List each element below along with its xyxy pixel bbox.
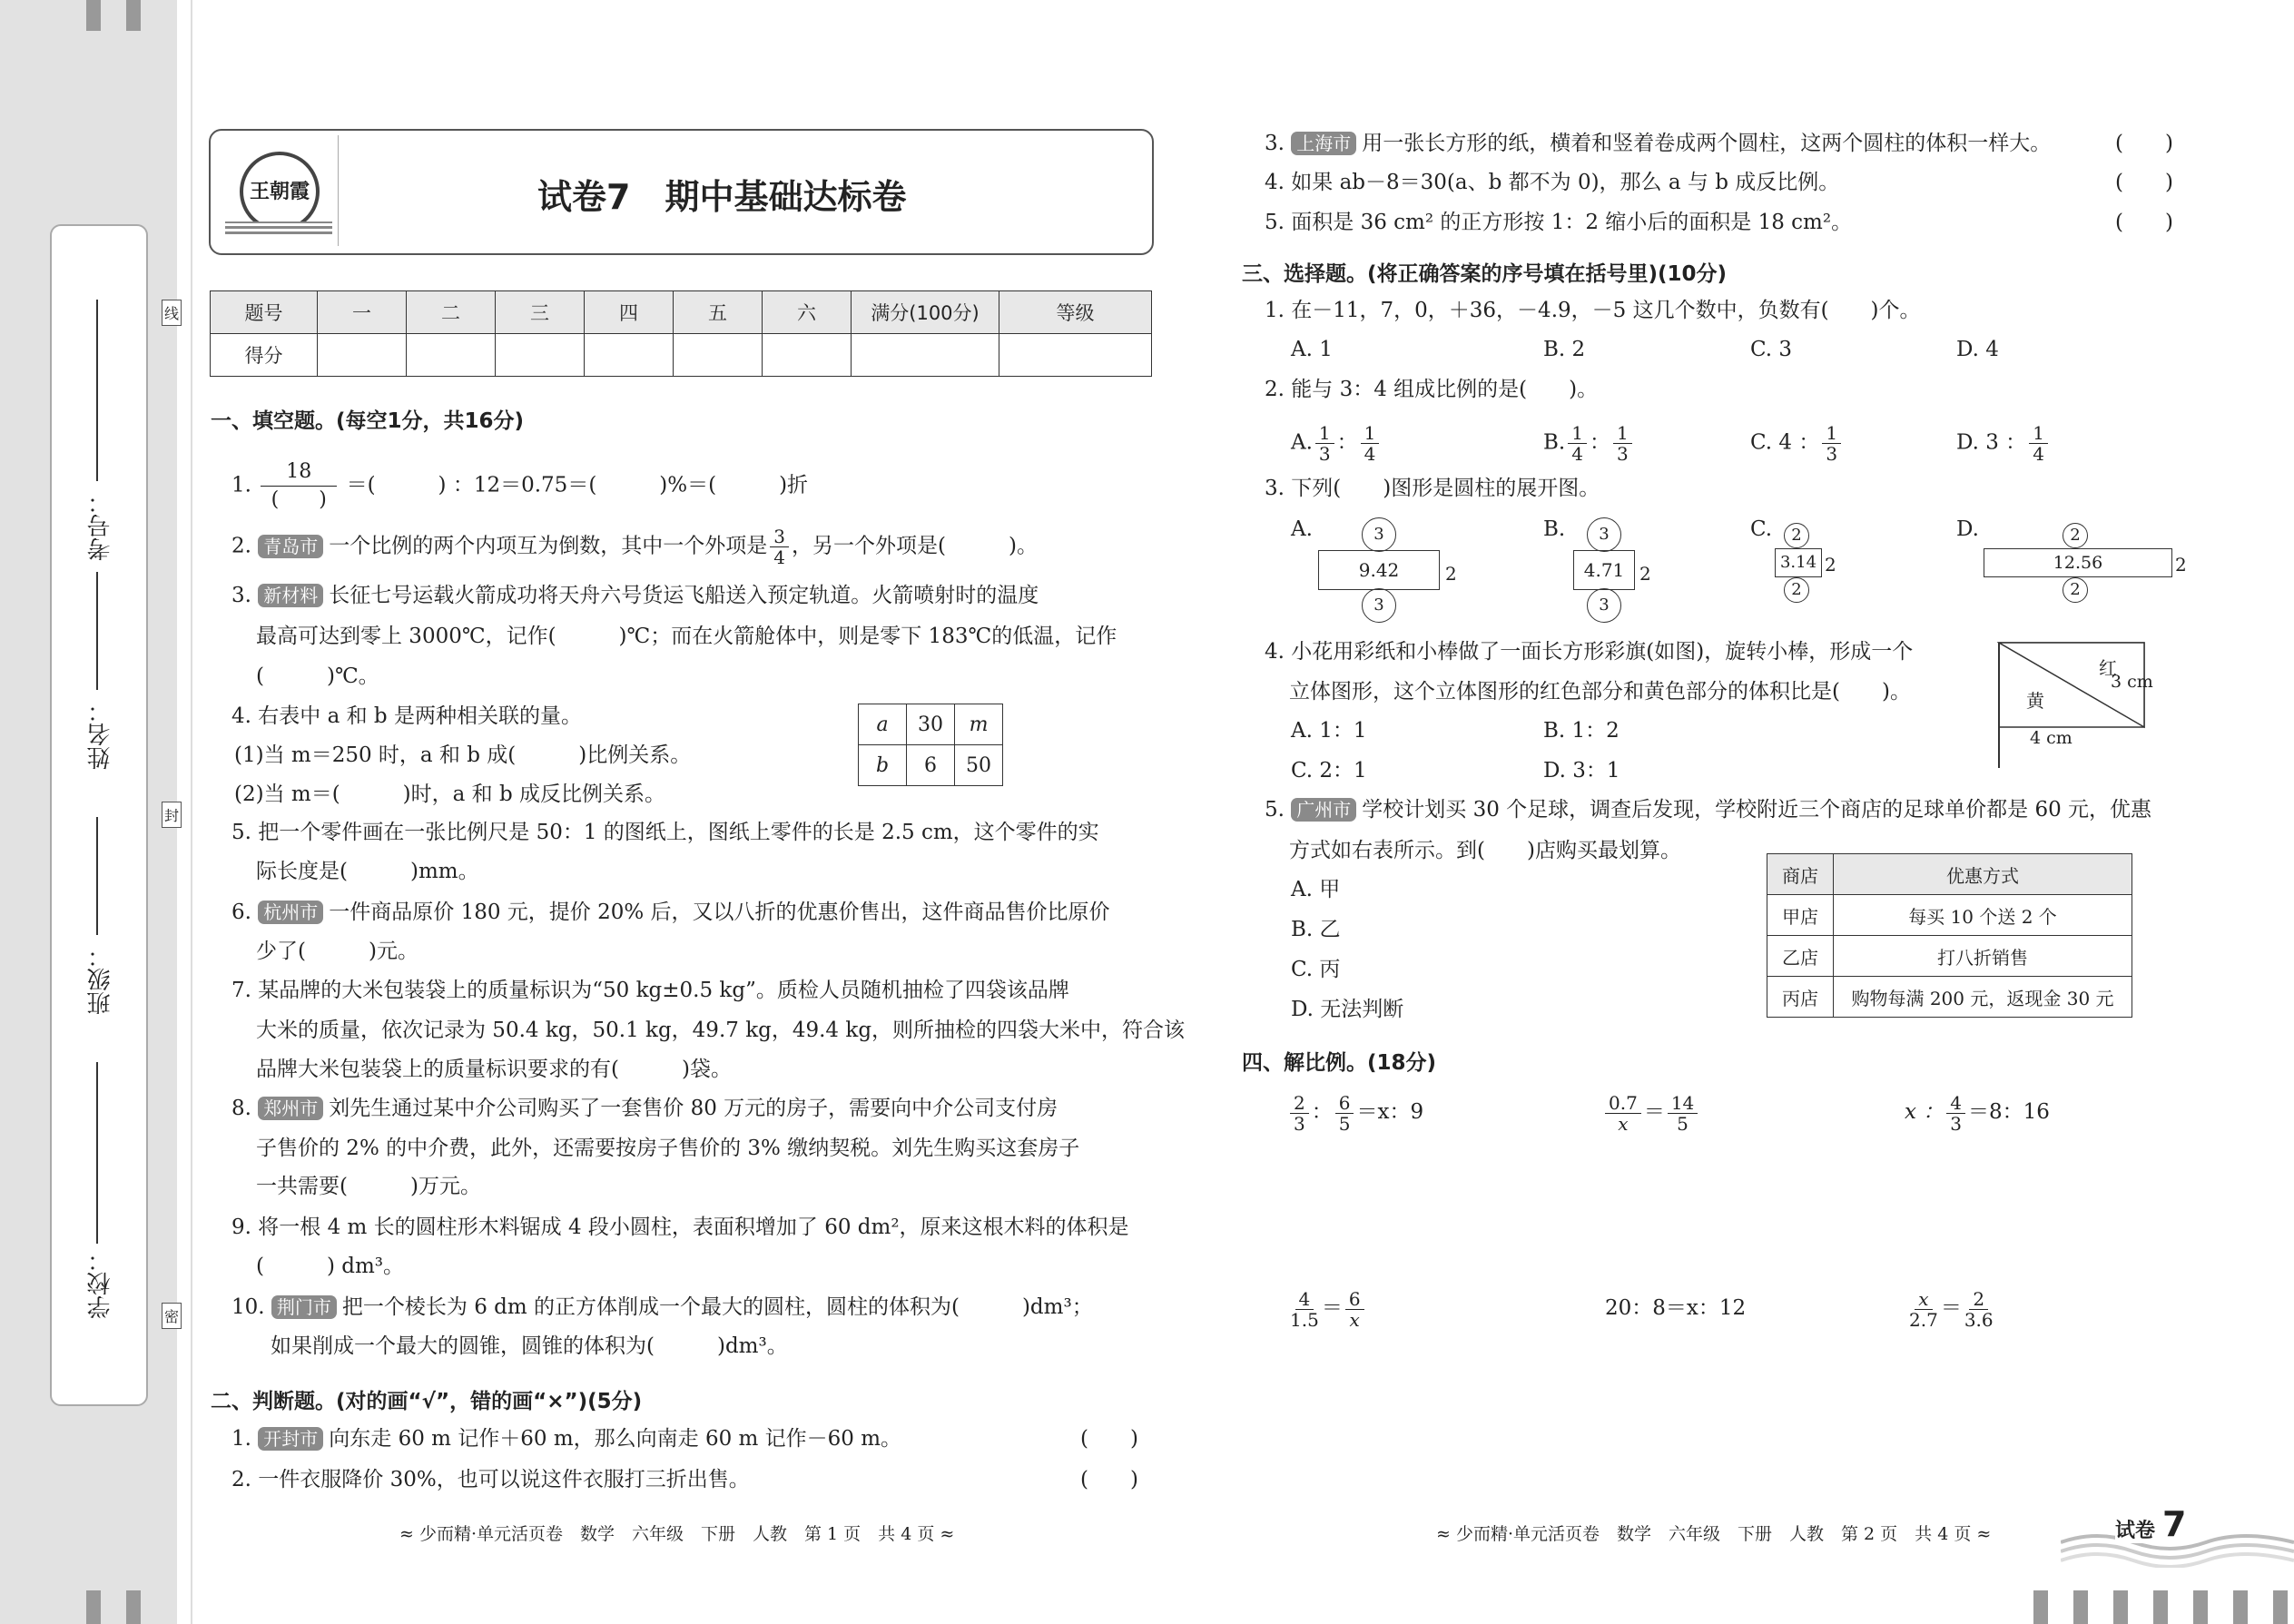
seal-mark-dense: 密 (162, 1303, 182, 1329)
section-heading: 二、判断题。(对的画“√”，错的画“×”)(5分) (211, 1390, 643, 1413)
option[interactable]: C. 3 (1750, 338, 1793, 361)
flag-figure: 红 黄 4 cm (1997, 641, 2147, 768)
page-badge: 试卷 7 (2061, 1504, 2294, 1568)
answer-paren[interactable]: ( ) (1080, 1427, 1138, 1451)
question: 3. 上海市 用一张长方形的纸，横着和竖着卷成两个圆柱，这两个圆柱的体积一样大。 (1265, 132, 2052, 155)
seal-mark-line: 线 (162, 300, 182, 326)
equation[interactable]: 20：8＝x：12 (1605, 1296, 1747, 1320)
option[interactable]: D. 3：1 (1543, 759, 1620, 782)
answer-paren[interactable]: ( ) (1080, 1468, 1138, 1491)
option[interactable]: B. 1：2 (1543, 719, 1620, 743)
question-line: 最高可达到零上 3000℃，记作( )℃；而在火箭舱体中，则是零下 183℃的低温，记作 (256, 625, 1117, 648)
question-line: 方式如右表所示。到( )店购买最划算。 (1289, 839, 1681, 862)
question: 5. 面积是 36 cm² 的正方形按 1：2 缩小后的面积是 18 cm²。 (1265, 211, 1853, 234)
option[interactable]: D. 无法判断 (1291, 998, 1404, 1021)
question: 1. 在－11，7，0，＋36，－4.9，－5 这几个数中，负数有( )个。 (1265, 299, 1921, 322)
question: 7. 某品牌的大米包装袋上的质量标识为“50 kg±0.5 kg”。质检人员随机抽检了四袋该品牌 (231, 979, 1069, 1002)
region-tag: 杭州市 (258, 901, 323, 924)
circle-icon: 2 (2063, 523, 2088, 548)
question-line: ( )℃。 (256, 664, 379, 688)
section-heading: 三、选择题。(将正确答案的序号填在括号里)(10分) (1242, 262, 1728, 286)
region-tag: 新材料 (258, 584, 323, 607)
equation[interactable]: x ： $\frac{4}{3}$ ＝8：16 (1905, 1091, 2050, 1135)
question: 4. 右表中 a 和 b 是两种相关联的量。 (231, 704, 582, 728)
footer-left: ≈ 少而精·单元活页卷 数学 六年级 下册 人教 第 1 页 共 4 页 ≈ (399, 1524, 955, 1544)
question: 9. 将一根 4 m 长的圆柱形木料锯成 4 段小圆柱，表面积增加了 60 dm²，原来这根木料的体积是 (231, 1216, 1129, 1239)
question-line: 立体图形，这个立体图形的红色部分和黄色部分的体积比是( )。 (1289, 680, 1911, 704)
question-line: 品牌大米包装袋上的质量标识要求的有( )袋。 (256, 1058, 732, 1081)
score-label: 得分 (211, 334, 318, 377)
equation[interactable]: $\frac{0.7}{x}$ ＝ $\frac{14}{5}$ (1602, 1088, 1700, 1137)
score-header: 六 (763, 291, 852, 334)
question-line: (2)当 m＝( )时，a 和 b 成反比例关系。 (234, 782, 666, 806)
logo (220, 135, 339, 246)
score-table (210, 290, 1152, 377)
region-tag: 开封市 (258, 1427, 323, 1451)
option[interactable]: B. 2 (1543, 338, 1586, 361)
score-cell[interactable] (852, 334, 999, 377)
fraction: $\frac{18}{( )}$ (261, 458, 337, 514)
region-tag: 荆门市 (271, 1295, 337, 1319)
circle-icon: 3 (1362, 588, 1396, 623)
discount-table: 商店 优惠方式 甲店 每买 10 个送 2 个 乙店 打八折销售 丙店 购物每满 200 元，返现金 30 元 (1767, 853, 2132, 1018)
question-line: 子售价的 2% 的中介费，此外，还需要按房子售价的 3% 缴纳契税。刘先生购买这套房子 (256, 1137, 1080, 1160)
question: 5. 把一个零件画在一张比例尺是 50：1 的图纸上，图纸上零件的长是 2.5 cm，这个零件的实 (231, 821, 1099, 844)
dimension-label: 3 cm (2111, 672, 2153, 692)
question: 4. 如果 ab－8＝30(a、b 都不为 0)，那么 a 与 b 成反比例。 (1265, 171, 1840, 194)
question: 2. 能与 3：4 组成比例的是( )。 (1265, 378, 1599, 401)
class-field[interactable]: 班级： (84, 817, 111, 1089)
footer-right: ≈ 少而精·单元活页卷 数学 六年级 下册 人教 第 2 页 共 4 页 ≈ (1436, 1524, 1992, 1544)
option[interactable]: A. $\frac{1}{3}$ ： $\frac{1}{4}$ (1291, 423, 1382, 464)
region-tag: 上海市 (1291, 132, 1356, 155)
school-field[interactable]: 学校： (84, 1062, 111, 1362)
question-line: 际长度是( )mm。 (256, 860, 479, 883)
question-line: 大米的质量，依次记录为 50.4 kg，50.1 kg，49.7 kg，49.4 kg，则所抽检的四袋大米中，符合该 (256, 1019, 1186, 1042)
option[interactable]: A. 1：1 (1291, 719, 1367, 743)
answer-paren[interactable]: ( ) (2115, 132, 2173, 155)
question: 1. $\frac{18}{( )}$ ＝( ) ：12＝0.75＝( )%＝( )折 (231, 458, 808, 514)
score-header: 一 (318, 291, 407, 334)
name-field[interactable]: 姓名： (84, 572, 111, 862)
score-header: 题号 (211, 291, 318, 334)
question: 3. 下列( )图形是圆柱的展开图。 (1265, 477, 1600, 500)
equation[interactable]: $\frac{2}{3}$ ： $\frac{6}{5}$ ＝x：9 (1287, 1088, 1423, 1137)
rectangle: 9.42 (1318, 550, 1440, 590)
rectangle: 3.14 (1775, 548, 1822, 577)
score-cell[interactable] (318, 334, 407, 377)
logo-emblem-icon: 王朝霞 (240, 152, 320, 231)
exam-number-field[interactable]: 考号： (84, 300, 111, 599)
question: 2. 一件衣服降价 30%，也可以说这件衣服打三折出售。 (231, 1468, 750, 1491)
fraction: $\frac{3}{4}$ (770, 527, 789, 567)
section-heading: 四、解比例。(18分) (1242, 1051, 1437, 1075)
score-cell[interactable] (999, 334, 1152, 377)
question: 5. 广州市 学校计划买 30 个足球，调查后发现，学校附近三个商店的足球单价都是 60 元，优惠 (1265, 798, 2152, 822)
seal-mark-seal: 封 (162, 802, 182, 828)
question: 4. 小花用彩纸和小棒做了一面长方形彩旗(如图)，旋转小棒，形成一个 (1265, 640, 1914, 664)
score-header: 三 (496, 291, 585, 334)
question-line: 一共需要( )万元。 (256, 1175, 481, 1198)
option[interactable]: B. 乙 (1291, 918, 1341, 941)
section-heading: 一、填空题。(每空1分，共16分) (211, 409, 525, 433)
page-title: 试卷7 期中基础达标卷 (537, 177, 907, 217)
option[interactable]: A. 1 (1291, 338, 1333, 361)
circle-icon: 3 (1362, 517, 1396, 552)
binding-line (191, 0, 192, 1624)
option[interactable]: D. 4 (1956, 338, 1999, 361)
question-line: 如果削成一个最大的圆锥，圆锥的体积为( )dm³。 (271, 1334, 788, 1358)
score-header: 等级 (999, 291, 1152, 334)
option[interactable]: C. 4 ： $\frac{1}{3}$ (1750, 423, 1844, 464)
circle-icon: 2 (2063, 577, 2088, 603)
option[interactable]: B. $\frac{1}{4}$ ： $\frac{1}{3}$ (1543, 423, 1635, 464)
circle-icon: 3 (1587, 517, 1621, 552)
equation[interactable]: $\frac{4}{1.5}$ ＝ $\frac{6}{x}$ (1287, 1284, 1367, 1333)
question-line: 少了( )元。 (256, 940, 418, 963)
question: 1. 开封市 向东走 60 m 记作＋60 m，那么向南走 60 m 记作－60 m。 (231, 1427, 902, 1451)
circle-icon: 2 (1784, 577, 1809, 603)
score-cell[interactable] (674, 334, 763, 377)
question: 3. 新材料 长征七号运载火箭成功将天舟六号货运飞船送入预定轨道。火箭喷射时的温度 (231, 584, 1039, 607)
circle-icon: 3 (1587, 588, 1621, 623)
score-cell[interactable] (585, 334, 674, 377)
score-header: 二 (407, 291, 496, 334)
option[interactable]: D. 3 ： $\frac{1}{4}$ (1956, 423, 2051, 464)
region-tag: 广州市 (1291, 798, 1356, 822)
rectangle: 12.56 (1984, 548, 2172, 577)
region-tag: 郑州市 (258, 1097, 323, 1120)
answer-paren[interactable]: ( ) (2115, 171, 2173, 194)
question-line: (1)当 m＝250 时，a 和 b 成( )比例关系。 (234, 743, 692, 767)
score-cell[interactable] (496, 334, 585, 377)
answer-paren[interactable]: ( ) (2115, 211, 2173, 234)
circle-icon: 2 (1784, 523, 1809, 548)
question: 2. 青岛市 一个比例的两个内项互为倒数，其中一个外项是 $\frac{3}{4}$ ，另一个外项是( )。 (231, 526, 1038, 568)
score-cell[interactable] (763, 334, 852, 377)
question: 6. 杭州市 一件商品原价 180 元，提价 20% 后，又以八折的优惠价售出，这件商品售价比原价 (231, 901, 1110, 924)
score-header: 四 (585, 291, 674, 334)
bottom-marks-right (2033, 1590, 2294, 1624)
score-cell[interactable] (407, 334, 496, 377)
score-header: 五 (674, 291, 763, 334)
score-header: 满分(100分) (852, 291, 999, 334)
ab-table: a 30 m b 6 50 (858, 704, 1003, 786)
question: 10. 荆门市 把一个棱长为 6 dm 的正方体削成一个最大的圆柱，圆柱的体积为( )dm³； (231, 1295, 1093, 1319)
option[interactable]: C. 2：1 (1291, 759, 1367, 782)
equation[interactable]: $\frac{x}{2.7}$ ＝ $\frac{2}{3.6}$ (1909, 1287, 1994, 1331)
question: 8. 郑州市 刘先生通过某中介公司购买了一套售价 80 万元的房子，需要向中介公司支付房 (231, 1097, 1058, 1120)
option[interactable]: A. 甲 (1291, 878, 1341, 901)
option[interactable]: C. 丙 (1291, 958, 1341, 981)
rectangle: 4.71 (1573, 550, 1635, 590)
question-line: ( ) dm³。 (256, 1255, 405, 1278)
region-tag: 青岛市 (258, 535, 323, 558)
title-banner (209, 129, 1154, 255)
